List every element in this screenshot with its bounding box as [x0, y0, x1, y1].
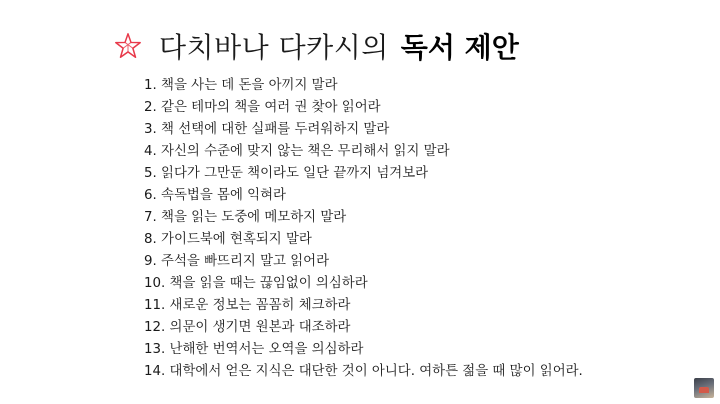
rule-item-9: 9. 주석을 빠뜨리지 말고 읽어라	[144, 254, 330, 269]
rule-item-6: 6. 속독법을 몸에 익혀라	[144, 188, 286, 203]
rule-item-3: 3. 책 선택에 대한 실패를 두려워하지 말라	[144, 122, 390, 137]
rule-item-8: 8. 가이드북에 현혹되지 말라	[144, 232, 312, 247]
channel-avatar[interactable]	[694, 378, 714, 398]
rule-item-14: 14. 대학에서 얻은 지식은 대단한 것이 아니다. 여하튼 젊을 때 많이 읽어라.	[144, 364, 583, 379]
rule-item-5: 5. 읽다가 그만둔 책이라도 일단 끝까지 넘겨보라	[144, 166, 429, 181]
rule-item-7: 7. 책을 읽는 도중에 메모하지 말라	[144, 210, 347, 225]
rule-item-12: 12. 의문이 생기면 원본과 대조하라	[144, 320, 351, 335]
rule-item-13: 13. 난해한 번역서는 오역을 의심하라	[144, 342, 364, 357]
star-icon	[113, 31, 143, 61]
rule-item-2: 2. 같은 테마의 책을 여러 권 찾아 읽어라	[144, 100, 381, 115]
rule-item-11: 11. 새로운 정보는 꼼꼼히 체크하라	[144, 298, 351, 313]
reading-rules-list	[144, 75, 583, 383]
rule-item-10: 10. 책을 읽을 때는 끊임없이 의심하라	[144, 276, 368, 291]
title-topic: 독서 제안	[400, 31, 519, 64]
slide-title	[113, 24, 519, 68]
rule-item-4: 4. 자신의 수준에 맞지 않는 책은 무리해서 읽지 말라	[144, 144, 450, 159]
title-author: 다치바나 다카시의	[159, 31, 389, 64]
rule-item-1: 1. 책을 사는 데 돈을 아끼지 말라	[144, 78, 338, 93]
